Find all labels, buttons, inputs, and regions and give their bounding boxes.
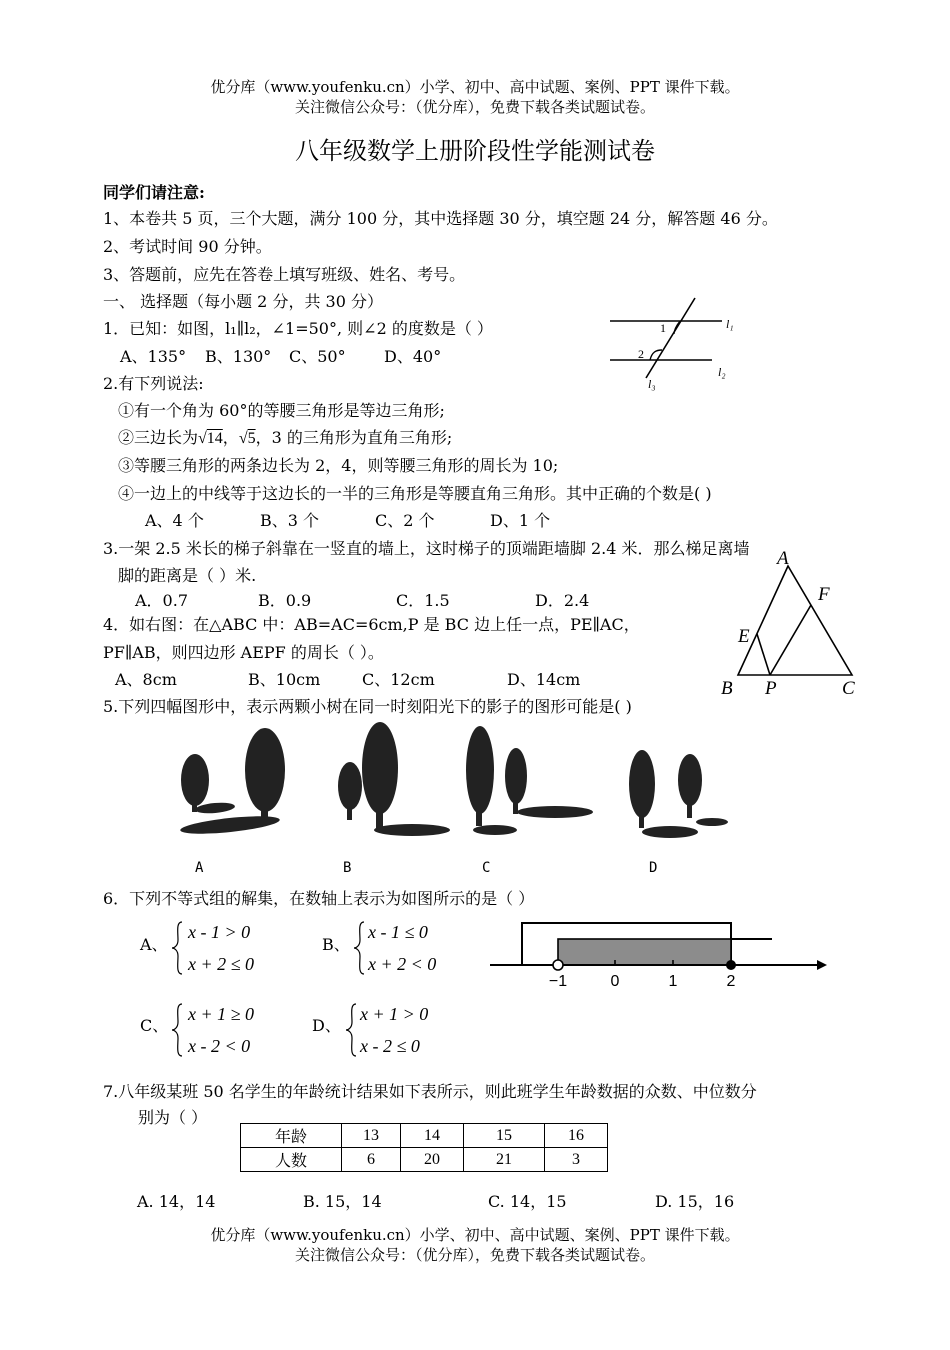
tick-label-0: 0	[610, 973, 620, 990]
q4-stem-line-2: PF∥AB，则四边形 AEPF 的周长（ ）。	[103, 643, 384, 662]
q6-option-c-line-1: x + 1 ≥ 0	[188, 1004, 255, 1024]
q7-option-c: C. 14，15	[488, 1192, 567, 1211]
q2-option-a: A、4 个	[145, 511, 204, 530]
q6-option-b-brace	[352, 918, 366, 978]
table-cell: 3	[545, 1148, 608, 1172]
q2-s2-prefix: ②三边长为	[118, 428, 199, 447]
q6-option-b-label: B、	[322, 935, 350, 954]
header-line-2: 关注微信公众号：（优分库），免费下载各类试题试卷。	[294, 98, 655, 116]
sqrt-5: √5	[238, 430, 256, 447]
q3-stem-line-1: 3.一架 2.5 米长的梯子斜靠在一竖直的墙上，这时梯子的顶端距墙脚 2.4 米．那么梯足离墙	[103, 539, 750, 558]
q2-option-c: C、2 个	[375, 511, 435, 530]
q3-option-a: A．0.7	[135, 591, 189, 610]
notice-heading: 同学们请注意:	[103, 183, 205, 202]
q5-picture-c	[466, 726, 593, 835]
q3-option-c: C．1.5	[396, 591, 450, 610]
q7-stem-line-1: 7.八年级某班 50 名学生的年龄统计结果如下表所示，则此班学生年龄数据的众数、中位数分	[103, 1082, 757, 1101]
tick-label-2: 2	[726, 973, 736, 990]
q1-option-d: D、40°	[384, 347, 442, 366]
q5-picture-a	[180, 728, 285, 837]
q2-option-b: B、3 个	[260, 511, 320, 530]
q6-option-c-line-2: x - 2 < 0	[188, 1036, 251, 1056]
q4-vertex-c: C	[842, 678, 855, 699]
footer-line-1: 优分库（www.youfenku.cn）小学、初中、高中试题、案例、PPT 课件下载。	[210, 1226, 740, 1244]
q1-option-c: C、50°	[289, 347, 346, 366]
table-cell: 16	[545, 1124, 608, 1148]
q7-stem-line-2: 别为（ ）	[138, 1108, 208, 1127]
q6-option-d-brace	[344, 1000, 358, 1060]
q6-option-c-label: C、	[140, 1016, 169, 1035]
q2-statement-1: ①有一个角为 60°的等腰三角形是等边三角形;	[118, 401, 445, 420]
q5-label-b: B	[343, 860, 352, 876]
tick-label-1: 1	[668, 973, 678, 990]
q2-s2-separator: ，	[222, 428, 239, 447]
q4-point-p: P	[765, 678, 777, 699]
table-row	[241, 1148, 608, 1172]
q1-angle1-label: 1	[660, 321, 666, 335]
q2-statement-2	[118, 425, 452, 448]
q4-vertex-b: B	[721, 678, 733, 699]
q6-number-line	[485, 915, 835, 995]
q2-option-d: D、1 个	[490, 511, 551, 530]
header-line-1: 优分库（www.youfenku.cn）小学、初中、高中试题、案例、PPT 课件下载。	[210, 78, 740, 96]
q2-statement-3: ③等腰三角形的两条边长为 2，4，则等腰三角形的周长为 10;	[118, 456, 559, 475]
section-heading: 一、 选择题（每小题 2 分，共 30 分）	[103, 292, 383, 311]
tick-label-minus-1: −1	[548, 973, 568, 990]
notice-item-1: 1、本卷共 5 页，三个大题，满分 100 分，其中选择题 30 分，填空题 24 分，解答题 46 分。	[103, 209, 778, 228]
q1-option-a: A、135°	[120, 347, 187, 366]
q1-option-b: B、130°	[205, 347, 272, 366]
q3-option-b: B．0.9	[258, 591, 312, 610]
q6-option-a-brace	[170, 918, 184, 978]
notice-item-3: 3、答题前，应先在答卷上填写班级、姓名、考号。	[103, 265, 466, 284]
q6-option-d-label: D、	[312, 1016, 341, 1035]
q6-option-d-line-1: x + 1 > 0	[360, 1004, 429, 1024]
q1-l2-label: l₂	[718, 365, 726, 379]
table-cell: 21	[464, 1148, 545, 1172]
q3-option-d: D．2.4	[535, 591, 590, 610]
q4-stem-line-1: 4．如右图：在△ABC 中：AB=AC=6cm,P 是 BC 边上任一点，PE∥AC，	[103, 615, 640, 634]
open-point-minus-1	[553, 960, 563, 970]
q4-option-a: A、8cm	[115, 670, 177, 689]
q5-label-c: C	[482, 860, 491, 876]
table-cell: 6	[342, 1148, 401, 1172]
q4-option-d: D、14cm	[507, 670, 581, 689]
q1-parallel-lines-figure	[600, 292, 750, 392]
q6-option-a-line-2: x + 2 ≤ 0	[188, 954, 255, 974]
q6-option-a-line-1: x - 1 > 0	[188, 922, 251, 942]
q6-option-b-line-2: x + 2 < 0	[368, 954, 437, 974]
q5-label-d: D	[649, 860, 658, 876]
table-row	[241, 1124, 608, 1148]
q5-stem: 5.下列四幅图形中，表示两颗小树在同一时刻阳光下的影子的图形可能是( )	[103, 697, 632, 716]
table-header-count: 人数	[241, 1148, 342, 1172]
q1-angle2-label: 2	[638, 347, 644, 361]
table-cell: 14	[401, 1124, 464, 1148]
q7-option-a: A. 14，14	[137, 1192, 216, 1211]
q6-option-d-line-2: x - 2 ≤ 0	[360, 1036, 420, 1056]
sqrt-5-radicand: 5	[247, 430, 256, 447]
q4-option-b: B、10cm	[248, 670, 321, 689]
table-cell: 20	[401, 1148, 464, 1172]
q4-point-f: F	[818, 584, 830, 605]
sqrt-14: √14	[198, 430, 223, 447]
q1-l3-label: l₃	[648, 377, 656, 391]
page-title: 八年级数学上册阶段性学能测试卷	[295, 137, 655, 165]
q5-picture-b	[338, 722, 450, 836]
table-cell: 15	[464, 1124, 545, 1148]
q5-label-a: A	[195, 860, 204, 876]
q4-triangle-figure	[720, 548, 870, 698]
q1-l1-label: l₁	[726, 317, 734, 331]
q4-vertex-a: A	[777, 548, 789, 569]
q2-s2-suffix: ，3 的三角形为直角三角形;	[255, 428, 453, 447]
q5-picture-d	[629, 750, 728, 838]
age-statistics-table	[240, 1123, 608, 1172]
q2-statement-4: ④一边上的中线等于这边长的一半的三角形是等腰直角三角形。其中正确的个数是( )	[118, 484, 712, 503]
footer-line-2: 关注微信公众号：（优分库），免费下载各类试题试卷。	[294, 1246, 655, 1264]
table-header-age: 年龄	[241, 1124, 342, 1148]
q2-stem: 2.有下列说法:	[103, 374, 204, 393]
q6-option-b-line-1: x - 1 ≤ 0	[368, 922, 428, 942]
q1-stem: 1．已知：如图，l₁∥l₂，∠1=50°, 则∠2 的度数是（ ）	[103, 319, 493, 338]
sqrt-14-radicand: 14	[206, 430, 223, 447]
closed-point-2	[726, 960, 736, 970]
q5-tree-shadows-figure	[150, 718, 740, 848]
q7-option-b: B. 15，14	[303, 1192, 382, 1211]
q6-option-a-label: A、	[140, 935, 168, 954]
q4-point-e: E	[738, 626, 750, 647]
q4-option-c: C、12cm	[362, 670, 435, 689]
table-cell: 13	[342, 1124, 401, 1148]
notice-item-2: 2、考试时间 90 分钟。	[103, 237, 272, 256]
q3-stem-line-2: 脚的距离是（ ）米.	[118, 566, 257, 585]
q7-option-d: D. 15，16	[655, 1192, 735, 1211]
q6-stem: 6．下列不等式组的解集，在数轴上表示为如图所示的是（ ）	[103, 889, 535, 908]
q6-option-c-brace	[170, 1000, 184, 1060]
